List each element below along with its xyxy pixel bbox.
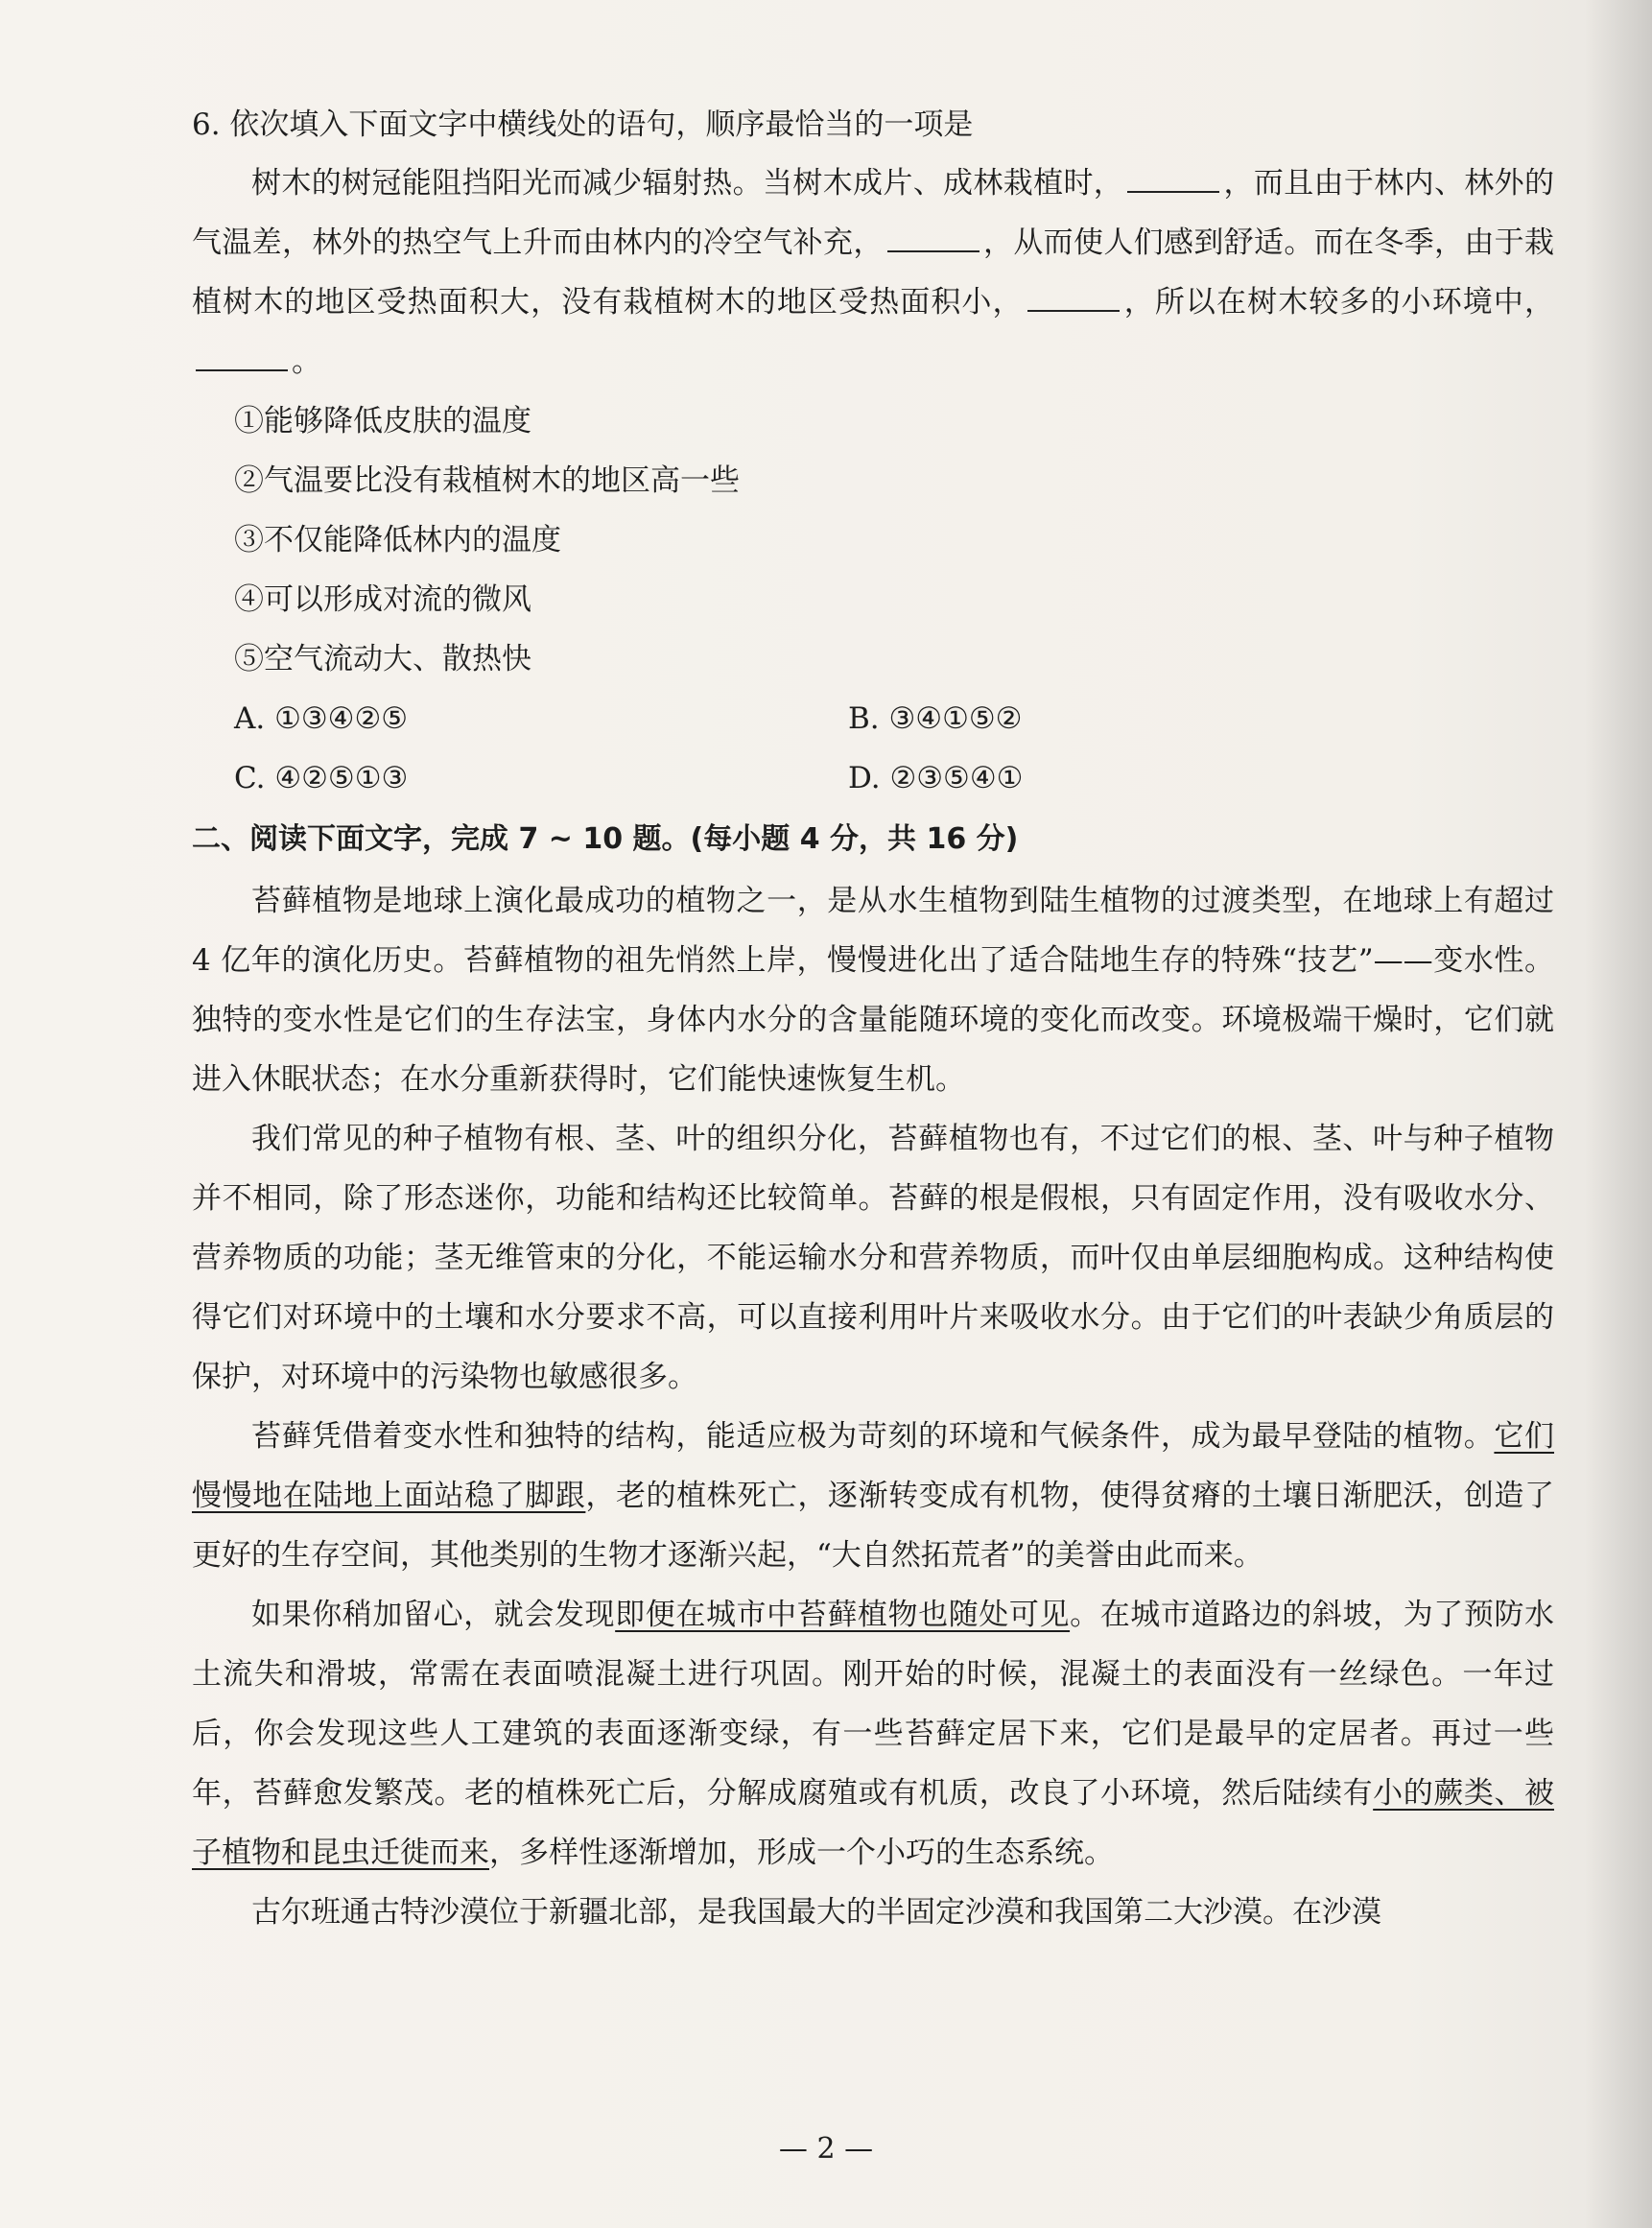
reading-paragraph-3 xyxy=(192,1407,1554,1585)
passage-part-1: 树木的树冠能阻挡阳光而减少辐射热。当树木成片、成林栽植时， xyxy=(251,166,1124,201)
reading-paragraph-4 xyxy=(192,1585,1554,1883)
blank-3 xyxy=(1027,277,1120,312)
item-1: ①能够降低皮肤的温度 xyxy=(234,404,531,438)
blank-2 xyxy=(887,218,979,252)
para4-text-c: ，多样性逐渐增加，形成一个小巧的生态系统。 xyxy=(489,1836,1114,1870)
passage-part-5: 。 xyxy=(292,344,321,379)
para4-text-b: 。在城市道路边的斜坡，为了预防水土流失和滑坡，常需在表面喷混凝土进行巩固。刚开始的时候，混凝土的表面没有一丝绿色。一年过后，你会发现这些人工建筑的表面逐渐变绿，有一些苔藓定居下来，它们是最早的定居者。再过一些年，苔藓愈发繁茂。老的植株死亡后，分解成腐殖或有机质，改良了小环境，然后陆续有 xyxy=(192,1598,1555,1811)
reading-paragraph-1: 苔藓植物是地球上演化最成功的植物之一，是从水生植物到陆生植物的过渡类型，在地球上有超过 4 亿年的演化历史。苔藓植物的祖先悄然上岸，慢慢进化出了适合陆地生存的特殊“技艺”——变水性。独特的变水性是它们的生存法宝，身体内水分的含量能随环境的变化而改变。环境极端干燥时，它们就进入休眠状态；在水分重新获得时，它们能快速恢复生机。 xyxy=(192,884,1554,1097)
page-content xyxy=(192,96,1554,1942)
para3-underlined: 它们慢慢地在陆地上面站稳了脚跟 xyxy=(192,1419,1555,1513)
item-5: ⑤空气流动大、散热快 xyxy=(234,642,531,676)
para4-text-a: 如果你稍加留心，就会发现 xyxy=(251,1598,616,1632)
answer-choices xyxy=(192,689,1554,808)
reading-paragraph-5: 古尔班通古特沙漠位于新疆北部，是我国最大的半固定沙漠和我国第二大沙漠。在沙漠 xyxy=(251,1895,1381,1930)
choice-d: D. ②③⑤④① xyxy=(848,761,1024,795)
blank-1 xyxy=(1127,158,1219,193)
passage-part-4: ，所以在树木较多的小环境中， xyxy=(1122,285,1555,320)
choice-c: C. ④②⑤①③ xyxy=(234,761,409,795)
choice-a: A. ①③④②⑤ xyxy=(234,701,409,736)
para3-text-b: ，老的植株死亡，逐渐转变成有机物，使得贫瘠的土壤日渐肥沃，创造了更好的生存空间，其他类别的生物才逐渐兴起，“大自然拓荒者”的美誉由此而来。 xyxy=(192,1479,1555,1573)
page-number: — 2 — xyxy=(778,2132,874,2166)
choice-b: B. ③④①⑤② xyxy=(848,701,1023,736)
item-3: ③不仅能降低林内的温度 xyxy=(234,523,561,557)
blank-4 xyxy=(196,337,288,371)
section-2-heading: 二、阅读下面文字，完成 7 ~ 10 题。(每小题 4 分，共 16 分) xyxy=(192,822,1019,856)
para4-underlined-2: 小的蕨类、被子植物和昆虫迁徙而来 xyxy=(192,1776,1554,1870)
item-2: ②气温要比没有栽植树木的地区高一些 xyxy=(234,463,740,498)
question-6-passage xyxy=(192,154,1554,391)
passage-part-2: ，而且由于林内、林外的气温差，林外的热空气上升而由林内的冷空气补充， xyxy=(192,166,1555,260)
item-4: ④可以形成对流的微风 xyxy=(234,582,531,617)
page-edge-shadow xyxy=(1585,0,1652,2228)
question-6-title: 6. 依次填入下面文字中横线处的语句，顺序最恰当的一项是 xyxy=(192,107,974,142)
para4-underlined-1: 即便在城市中苔藓植物也随处可见 xyxy=(615,1598,1071,1632)
reading-paragraph-2: 我们常见的种子植物有根、茎、叶的组织分化，苔藓植物也有，不过它们的根、茎、叶与种子植物并不相同，除了形态迷你，功能和结构还比较简单。苔藓的根是假根，只有固定作用，没有吸收水分、营养物质的功能；茎无维管束的分化，不能运输水分和营养物质，而叶仅由单层细胞构成。这种结构使得它们对环境中的土壤和水分要求不高，可以直接利用叶片来吸收水分。由于它们的叶表缺少角质层的保护，对环境中的污染物也敏感很多。 xyxy=(192,1122,1554,1394)
passage-part-3: ，从而使人们感到舒适。而在冬季，由于栽植树木的地区受热面积大，没有栽植树木的地区受热面积小， xyxy=(192,225,1555,320)
para3-text-a: 苔藓凭借着变水性和独特的结构，能适应极为苛刻的环境和气候条件，成为最早登陆的植物。 xyxy=(251,1419,1495,1454)
